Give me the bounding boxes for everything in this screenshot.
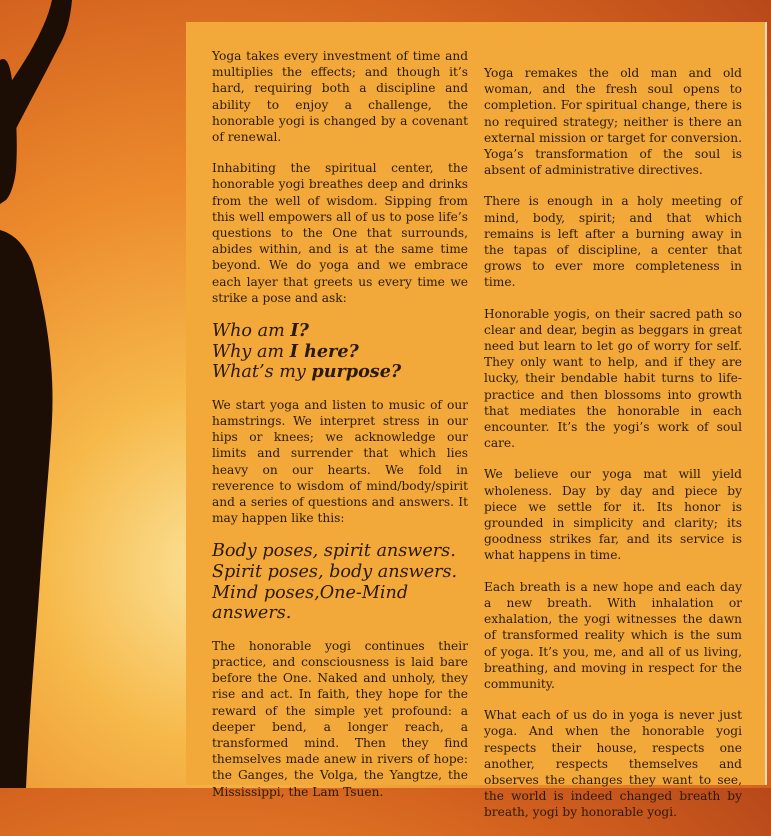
question-emphasis: purpose? xyxy=(311,361,402,383)
question-emphasis: I here? xyxy=(289,340,359,362)
paragraph: The honorable yogi continues their practice, and consciousness is laid bare before the One. Naked and unholy, they rise and act. In faith, they hope for the reward of the simple yet profound: a deeper bend, a longer reach, a transformed mind. Then they find themselves made anew in rivers of hope: the Ganges, the Volga, the Yangtze, the Mississippi, the Lam Tsuen. xyxy=(212,638,468,799)
paragraph: Honorable yogis, on their sacred path so clear and dear, begin as beggars in great need but learn to let go of worry for self. They only want to help, and if they are lucky, their bendable habit turns to life-practice and then blossoms into growth that mediates the honorable in each encounter. It’s the yogi’s work of soul care. xyxy=(484,306,742,451)
answer-line: Mind poses,One-Mind answers. xyxy=(212,582,409,624)
paragraph: Each breath is a new hope and each day a new breath. With inhalation or exhalation, the yogi witnesses the dawn of transformed reality which is the sum of yoga. It’s you, me, and all of us living, breathing, and moving in respect for the community. xyxy=(484,579,742,691)
answer-line: Spirit poses, body answers. xyxy=(212,562,458,583)
yoga-silhouette-image xyxy=(0,0,200,788)
question-text: Why am xyxy=(212,341,290,362)
question-line xyxy=(212,362,468,383)
paragraph: Yoga remakes the old man and old woman, and the fresh soul opens to completion. For spiritual change, there is no required strategy; neither is there an external mission or target for conversion. Yoga’s transformation of the soul is absent of administrative directives. xyxy=(484,66,742,178)
answers-block xyxy=(212,541,468,623)
question-text: Who am xyxy=(212,321,291,342)
text-panel xyxy=(186,22,767,820)
paragraph: Inhabiting the spiritual center, the honorable yogi breathes deep and drinks from the well of wisdom. Sipping from this well empowers all of us to pose life’s questions to the One that surrounds, abides within, and is at the same time beyond. We do yoga and we embrace each layer that greets us every time we strike a pose and ask: xyxy=(212,161,468,305)
paragraph: There is enough in a holy meeting of mind, body, spirit; and that which remains is left after a burning away in the tapas of discipline, a center that grows to ever more completeness in time. xyxy=(484,194,742,290)
question-text: What’s my xyxy=(212,362,312,383)
paragraph: Yoga takes every investment of time and multiplies the effects; and though it’s hard, requiring both a discipline and ability to enjoy a challenge, the honorable yogi is changed by a covenant of renewal. xyxy=(212,49,468,145)
paragraph: We believe our yoga mat will yield wholeness. Day by day and piece by piece we settle for it. Its honor is grounded in simplicity and clarity; its goodness strikes far, and its service is what happens in time. xyxy=(484,467,742,563)
questions-block xyxy=(212,321,468,383)
right-column xyxy=(484,65,742,836)
question-emphasis: I? xyxy=(290,320,309,342)
question-line xyxy=(212,342,468,363)
question-line xyxy=(212,321,468,342)
paragraph: We start yoga and listen to music of our hamstrings. We interpret stress in our hips or knees; we acknowledge our limits and surrender that which lies heavy on our hearts. We fold in reverence to wisdom of mind/body/spirit and a series of questions and answers. It may happen like this: xyxy=(212,397,468,526)
answer-line: Body poses, spirit answers. xyxy=(212,541,456,562)
left-column xyxy=(212,48,468,815)
paragraph: What each of us do in yoga is never just yoga. And when the honorable yogi respects their house, respects one another, respects themselves and observes the changes they want to see, the world is indeed changed breath by breath, yogi by honorable yogi. xyxy=(484,708,742,820)
